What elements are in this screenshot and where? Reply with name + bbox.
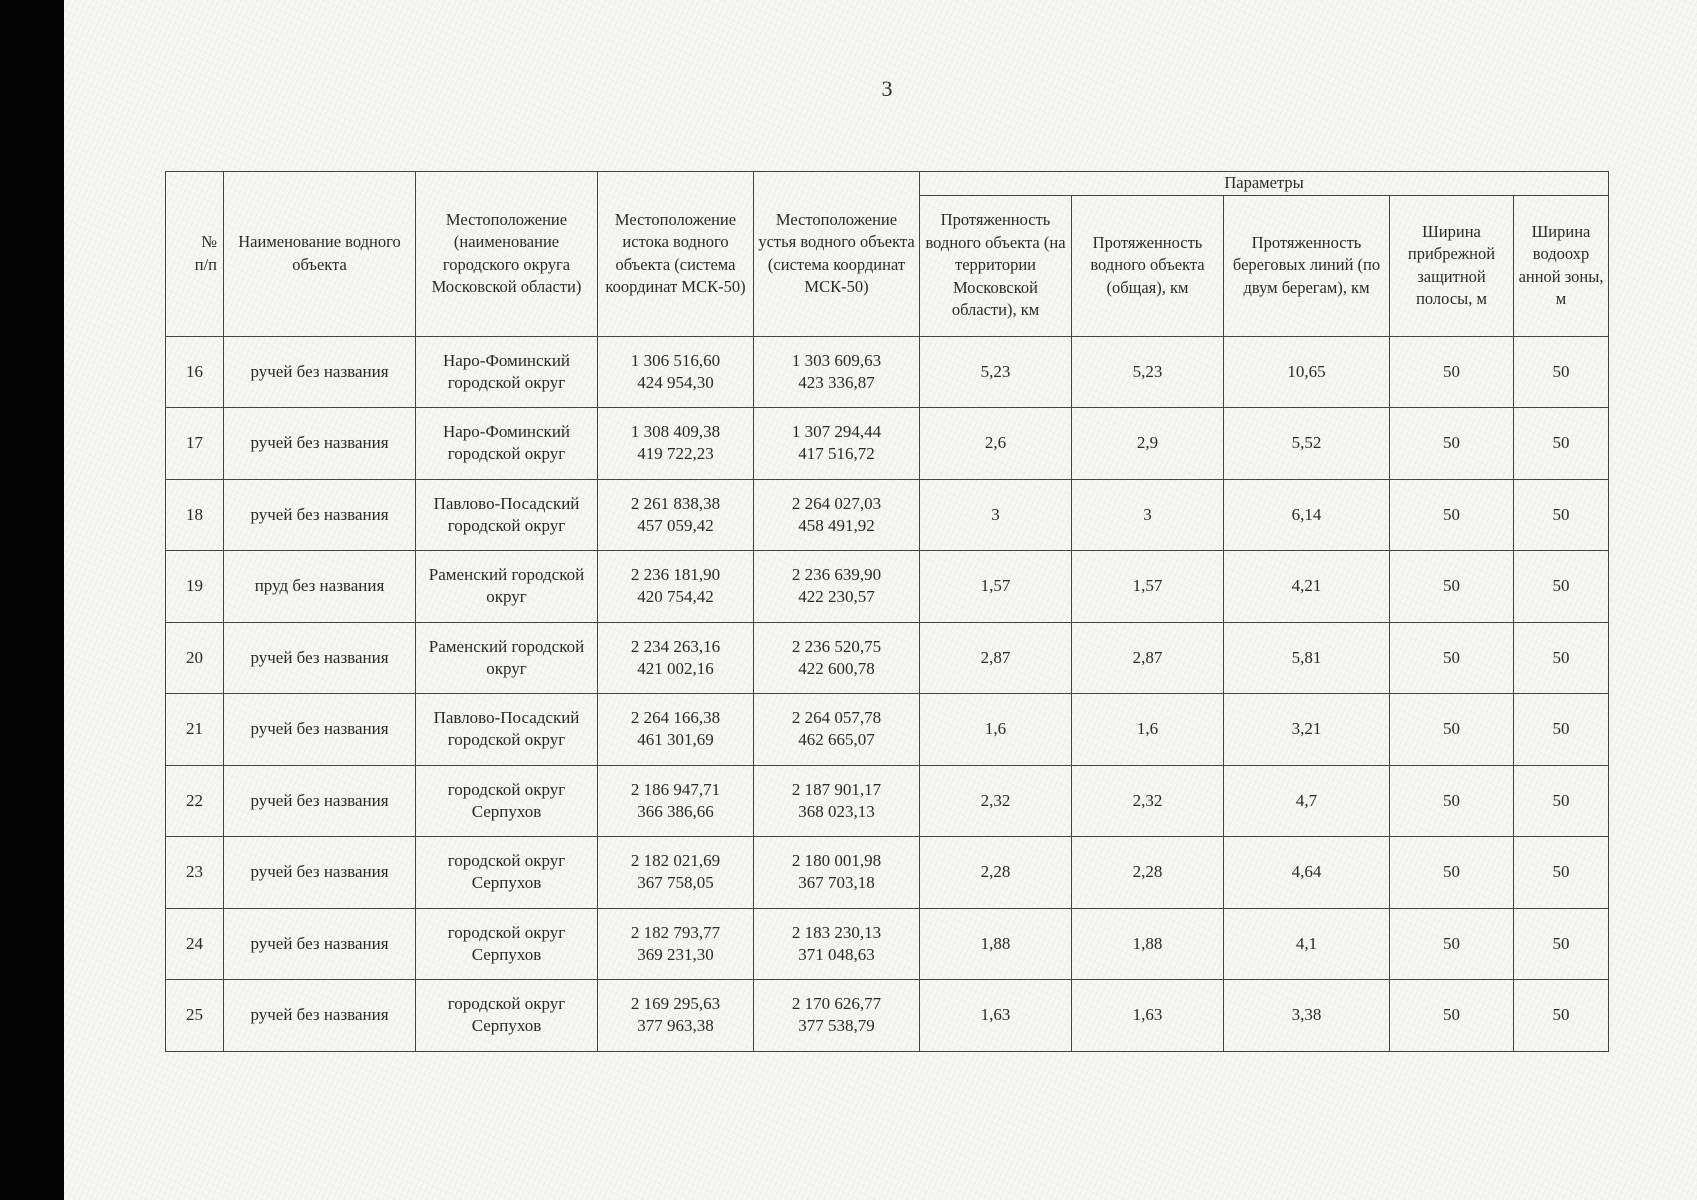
- cell-length-total: 1,88: [1072, 908, 1224, 980]
- cell-water-zone: 50: [1514, 765, 1609, 837]
- cell-length-total: 2,9: [1072, 408, 1224, 480]
- cell-length-total: 2,32: [1072, 765, 1224, 837]
- cell-name: ручей без названия: [224, 908, 416, 980]
- cell-length-region: 1,63: [920, 980, 1072, 1052]
- cell-num: 21: [166, 694, 224, 766]
- table-body: [166, 336, 1609, 1051]
- cell-length-region: 2,6: [920, 408, 1072, 480]
- header-params: Параметры: [920, 172, 1609, 196]
- cell-length-total: 1,57: [1072, 551, 1224, 623]
- cell-length-region: 2,87: [920, 622, 1072, 694]
- cell-water-zone: 50: [1514, 980, 1609, 1052]
- cell-mouth-coords: 2 236 639,90 422 230,57: [754, 551, 920, 623]
- cell-location: Раменский городской округ: [416, 622, 598, 694]
- table-row: [166, 408, 1609, 480]
- cell-water-zone: 50: [1514, 908, 1609, 980]
- cell-protective-strip: 50: [1390, 408, 1514, 480]
- cell-mouth-coords: 2 187 901,17 368 023,13: [754, 765, 920, 837]
- cell-source-coords: 2 169 295,63 377 963,38: [598, 980, 754, 1052]
- table-row: [166, 479, 1609, 551]
- cell-length-region: 1,6: [920, 694, 1072, 766]
- cell-location: Наро-Фоминский городской округ: [416, 336, 598, 408]
- cell-protective-strip: 50: [1390, 765, 1514, 837]
- cell-protective-strip: 50: [1390, 980, 1514, 1052]
- cell-location: Павлово-Посадский городской округ: [416, 479, 598, 551]
- cell-source-coords: 2 182 021,69 367 758,05: [598, 837, 754, 909]
- cell-length-region: 1,57: [920, 551, 1072, 623]
- page-number: 3: [881, 76, 893, 101]
- header-location: Местоположение (наименование городского округа Московской области): [416, 172, 598, 337]
- header-shoreline: Протяженность береговых линий (по двум берегам), км: [1224, 195, 1390, 336]
- cell-length-total: 3: [1072, 479, 1224, 551]
- cell-source-coords: 2 182 793,77 369 231,30: [598, 908, 754, 980]
- header-protective-strip: Ширина прибрежной защитной полосы, м: [1390, 195, 1514, 336]
- cell-source-coords: 1 306 516,60 424 954,30: [598, 336, 754, 408]
- cell-name: пруд без названия: [224, 551, 416, 623]
- cell-shoreline: 4,21: [1224, 551, 1390, 623]
- cell-length-total: 5,23: [1072, 336, 1224, 408]
- cell-protective-strip: 50: [1390, 694, 1514, 766]
- cell-mouth-coords: 1 307 294,44 417 516,72: [754, 408, 920, 480]
- cell-length-region: 5,23: [920, 336, 1072, 408]
- cell-length-total: 1,6: [1072, 694, 1224, 766]
- cell-length-region: 3: [920, 479, 1072, 551]
- table-row: [166, 694, 1609, 766]
- cell-water-zone: 50: [1514, 551, 1609, 623]
- cell-num: 20: [166, 622, 224, 694]
- cell-source-coords: 2 261 838,38 457 059,42: [598, 479, 754, 551]
- cell-length-total: 1,63: [1072, 980, 1224, 1052]
- cell-water-zone: 50: [1514, 837, 1609, 909]
- table-row: [166, 765, 1609, 837]
- table-row: [166, 622, 1609, 694]
- header-length-region: Протяженность водного объекта (на территории Московской области), км: [920, 195, 1072, 336]
- cell-location: Павлово-Посадский городской округ: [416, 694, 598, 766]
- cell-num: 19: [166, 551, 224, 623]
- cell-name: ручей без названия: [224, 408, 416, 480]
- cell-num: 24: [166, 908, 224, 980]
- cell-water-zone: 50: [1514, 408, 1609, 480]
- cell-shoreline: 3,21: [1224, 694, 1390, 766]
- cell-num: 23: [166, 837, 224, 909]
- cell-num: 22: [166, 765, 224, 837]
- cell-protective-strip: 50: [1390, 479, 1514, 551]
- cell-water-zone: 50: [1514, 336, 1609, 408]
- cell-location: городской округ Серпухов: [416, 837, 598, 909]
- cell-water-zone: 50: [1514, 479, 1609, 551]
- header-water-zone: Ширина водоохр анной зоны, м: [1514, 195, 1609, 336]
- table-row: [166, 551, 1609, 623]
- cell-name: ручей без названия: [224, 765, 416, 837]
- cell-name: ручей без названия: [224, 479, 416, 551]
- cell-location: Раменский городской округ: [416, 551, 598, 623]
- cell-source-coords: 2 234 263,16 421 002,16: [598, 622, 754, 694]
- cell-protective-strip: 50: [1390, 837, 1514, 909]
- cell-name: ручей без названия: [224, 622, 416, 694]
- cell-num: 17: [166, 408, 224, 480]
- cell-num: 18: [166, 479, 224, 551]
- cell-mouth-coords: 1 303 609,63 423 336,87: [754, 336, 920, 408]
- cell-name: ручей без названия: [224, 980, 416, 1052]
- cell-water-zone: 50: [1514, 622, 1609, 694]
- water-bodies-table: [165, 171, 1609, 1052]
- cell-length-total: 2,87: [1072, 622, 1224, 694]
- cell-name: ручей без названия: [224, 694, 416, 766]
- cell-protective-strip: 50: [1390, 336, 1514, 408]
- cell-length-total: 2,28: [1072, 837, 1224, 909]
- cell-mouth-coords: 2 264 027,03 458 491,92: [754, 479, 920, 551]
- cell-source-coords: 2 236 181,90 420 754,42: [598, 551, 754, 623]
- cell-protective-strip: 50: [1390, 622, 1514, 694]
- table-row: [166, 908, 1609, 980]
- table-header: [166, 172, 1609, 337]
- cell-mouth-coords: 2 180 001,98 367 703,18: [754, 837, 920, 909]
- cell-location: Наро-Фоминский городской округ: [416, 408, 598, 480]
- header-name: Наименование водного объекта: [224, 172, 416, 337]
- cell-shoreline: 5,81: [1224, 622, 1390, 694]
- header-length-total: Протяженность водного объекта (общая), км: [1072, 195, 1224, 336]
- cell-length-region: 2,28: [920, 837, 1072, 909]
- cell-source-coords: 2 264 166,38 461 301,69: [598, 694, 754, 766]
- cell-shoreline: 5,52: [1224, 408, 1390, 480]
- cell-name: ручей без названия: [224, 837, 416, 909]
- cell-shoreline: 4,1: [1224, 908, 1390, 980]
- cell-mouth-coords: 2 170 626,77 377 538,79: [754, 980, 920, 1052]
- table-row: [166, 980, 1609, 1052]
- cell-length-region: 2,32: [920, 765, 1072, 837]
- header-num: № п/п: [166, 172, 224, 337]
- cell-shoreline: 4,7: [1224, 765, 1390, 837]
- scan-dark-edge: [0, 0, 64, 1200]
- cell-location: городской округ Серпухов: [416, 980, 598, 1052]
- cell-protective-strip: 50: [1390, 908, 1514, 980]
- header-mouth: Местоположение устья водного объекта (система координат МСК-50): [754, 172, 920, 337]
- cell-shoreline: 10,65: [1224, 336, 1390, 408]
- cell-location: городской округ Серпухов: [416, 765, 598, 837]
- cell-shoreline: 4,64: [1224, 837, 1390, 909]
- cell-shoreline: 6,14: [1224, 479, 1390, 551]
- cell-source-coords: 2 186 947,71 366 386,66: [598, 765, 754, 837]
- cell-shoreline: 3,38: [1224, 980, 1390, 1052]
- table-row: [166, 336, 1609, 408]
- cell-source-coords: 1 308 409,38 419 722,23: [598, 408, 754, 480]
- cell-length-region: 1,88: [920, 908, 1072, 980]
- cell-mouth-coords: 2 264 057,78 462 665,07: [754, 694, 920, 766]
- cell-mouth-coords: 2 236 520,75 422 600,78: [754, 622, 920, 694]
- cell-protective-strip: 50: [1390, 551, 1514, 623]
- cell-location: городской округ Серпухов: [416, 908, 598, 980]
- cell-water-zone: 50: [1514, 694, 1609, 766]
- cell-name: ручей без названия: [224, 336, 416, 408]
- cell-num: 16: [166, 336, 224, 408]
- cell-mouth-coords: 2 183 230,13 371 048,63: [754, 908, 920, 980]
- table-row: [166, 837, 1609, 909]
- header-source: Местоположение истока водного объекта (система координат МСК-50): [598, 172, 754, 337]
- cell-num: 25: [166, 980, 224, 1052]
